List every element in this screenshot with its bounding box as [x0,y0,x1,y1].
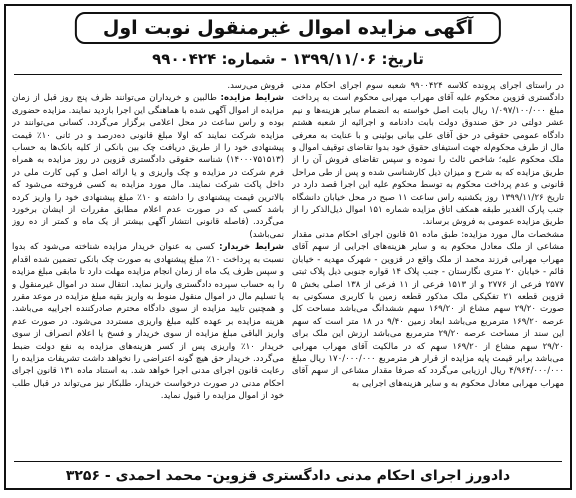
notice-date-number: تاریخ: ۱۳۹۹/۱۱/۰۶ - شماره: ۹۹۰۰۴۲۴ [152,50,424,68]
header-divider [14,74,562,75]
buyer-conditions-label: شرایط خریدار: [219,242,284,253]
auction-conditions-paragraph [12,92,284,241]
right-column [292,80,564,460]
intro-paragraph: در راستای اجرای پرونده کلاسه ۹۹۰۰۴۲۴ شعبه سوم اجرای احکام مدنی دادگستری قزوین محکوم علیه آقای مهراب مهرابی محکوم است به پرداخت مبلغ ۱/۰۹۷/۱۰۰/۰۰۰ ریال بابت اصل خواسته به انضمام سایر هزینه‌ها و نیم عشر دولتی در حق صندوق دولت بابت دادنامه و اجرائیه از شعبه هشتم دادگاه عمومی حقوقی در حق آقای علی بیانی بوئینی و با عنایت به معرفی مال از طرف محکوم‌له جهت استیفای حقوق خود بدوا تقاضای توقیف اموال و ملک محکوم علیه؛ شاخص ثالث را نموده و سپس تقاضای فروش آن را از طریق مزایده که به شرح و میزان ذیل کارشناسی شده و پس از طی مراحل قانونی و عدم پرداخت محکوم به توسط محکوم علیه این اجرا قصد دارد در تاریخ ۱۳۹۹/۱۱/۲۶ روز یکشنبه راس ساعت ۱۱ صبح در محل خیابان دانشگاه جنب پارک الغدیر طبقه همکف اتاق مزایده شماره ۱۵۱ اموال ذیل‌الذکر را از طریق مزایده عمومی به فروش برساند. [292,81,564,228]
sale-continuation: فروش می‌رسد. [227,81,284,91]
left-column [12,80,284,460]
auction-conditions-label: شرایط مزایده: [220,93,284,104]
property-specs-paragraph: مشخصات مال مورد مزایده: طبق ماده ۵۱ قانون اجرای احکام مدنی مقدار مشاعی از ملک معادل محکوم به و سایر هزینه‌های اجرایی از سهم آقای مهراب مهرابی فرزند محمد از ملک واقع در قزوین - شهرک مهدیه - خیابان قائم - خیابان ۲۰ متری نگارستان - جنب پلاک ۱۴ قواره جنوبی ذیل پلاک ثبتی ۲۵۷۷ فرعی از ۲۷۷۶ و از ۱۵۱۳ فرعی از ۱۱ فرعی از ۱۳۸ اصلی بخش ۵ قزوین قطعه ۲۱ تفکیکی ملک مذکور قطعه زمین با کاربری مسکونی به صورت ۲۹/۲۰ سهم مشاع از ۱۶۹/۲۰ سهم ششدانگ می‌باشد مساحت کل عرصه ۱۶۹/۲۰ مترمربع می‌باشد ابعاد زمین ۹/۴۰ در ۱۸ متر است که سهم این سند از مساحت عرصه ۲۹/۲۰ مترمربع می‌باشد ارزش این ملک برای ۲۹/۲۰ سهم مشاع از ۱۶۹/۲۰ سهم که در مالکیت آقای مهراب مهرابی می‌باشد برابر قیمت پایه مزایده از قرار هر مترمربع ۱۷۰/۰۰۰/۰۰۰ ریال مبلغ ۴/۹۶۴/۰۰۰/۰۰۰ ریال ارزیابی می‌گردد که صرفا مقدار مشاعی از سهم آقای مهراب مهرابی معادل محکوم به و سایر هزینه‌های اجرایی به [292,229,564,389]
notice-body [12,80,564,460]
notice-title: آگهی مزایده اموال غیرمنقول نوبت اول [75,12,501,44]
auction-conditions-text: طالبین و خریداران می‌توانند ظرف پنج روز قبل از زمان مزایده از اموال آگهی شده با هماهنگی این اجرا بازدید نمایند. مزایده حضوری بوده و راس ساعت در محل اعلامی برگزار می‌گردد. کسانی می‌توانند در مزایده شرکت نمایند که اولا مبلغ قانونی ده‌درصد و در ثانی ۱۰٪ قیمت پیشنهادی خود را از طریق دریافت چک بین بانکی از کلیه بانک‌ها به حساب (۱۴۰۰۰۷۵۱۵۱۳) شناسه حقوقی دادگستری قزوین در روز مزایده به همراه فرم شرکت در مزایده و چک واریزی و یا ارائه اصل و کپی کارت ملی در داخل پاکت شرکت نمایند. مال مورد مزایده به کسی فروخته می‌شود که بالاترین قیمت پیشنهادی را داشته و ۱۰٪ مبلغ پیشنهادی خود را واریز کرده باشد کسی که در صورت عدم اعلام مطابق مقررات از ایشان برخورد می‌گردد. (فاصله قانونی انتشار آگهی بیشتر از یک ماه و کمتر از ده روز نمی‌باشد) [12,93,284,240]
footer-divider [14,461,562,462]
signature-line: دادورز اجرای احکام مدنی دادگستری قزوین- محمد احمدی - ۳۲۵۶ [65,468,511,484]
notice-page [4,4,572,490]
buyer-conditions-text: کسی به عنوان خریدار مزایده شناخته می‌شود که بدوا نسبت به پرداخت ۱۰٪ مبلغ پیشنهادی به صورت چک بانکی تضمین شده اقدام و سپس ظرف یک ماه از زمان انجام مزایده مهلت دارد تا ما‌بقی مبلغ مزایده را به حساب سپرده دادگستری واریز نماید. انتقال سند در اموال غیرمنقول و یا تسلیم مال در اموال منقول منوط به واریز بقیه مبلغ مزایده در موعد مقرر و همچنین تایید مزایده از سوی دادگاه محترم صادرکننده اجراییه می‌باشد. هزینه مزایده بر عهده کلیه مبلغ واریزی مستردد می‌شود. در صورت عدم واریز الباقی مبلغ مزایده از سوی خریدار و فسخ یا اعلام انصراف از سوی خریدار ۱۰٪ واریزی پس از کسر هزینه‌های مزایده به نفع دولت ضبط می‌گردد. خریدار حق هیچ گونه اعتراضی را نخواهد داشت تشریفات مزایده را رعایت قانون اجرای مدنی اجرا خواهد شد. به استناد ماده ۱۳۱ قانون اجرای احکام مدنی در صورت درخواست خریدار، طلبکار نیز می‌تواند در قبال طلب خود از اموال مزایده را قبول نماید. [12,242,284,402]
buyer-conditions-paragraph [12,241,284,402]
